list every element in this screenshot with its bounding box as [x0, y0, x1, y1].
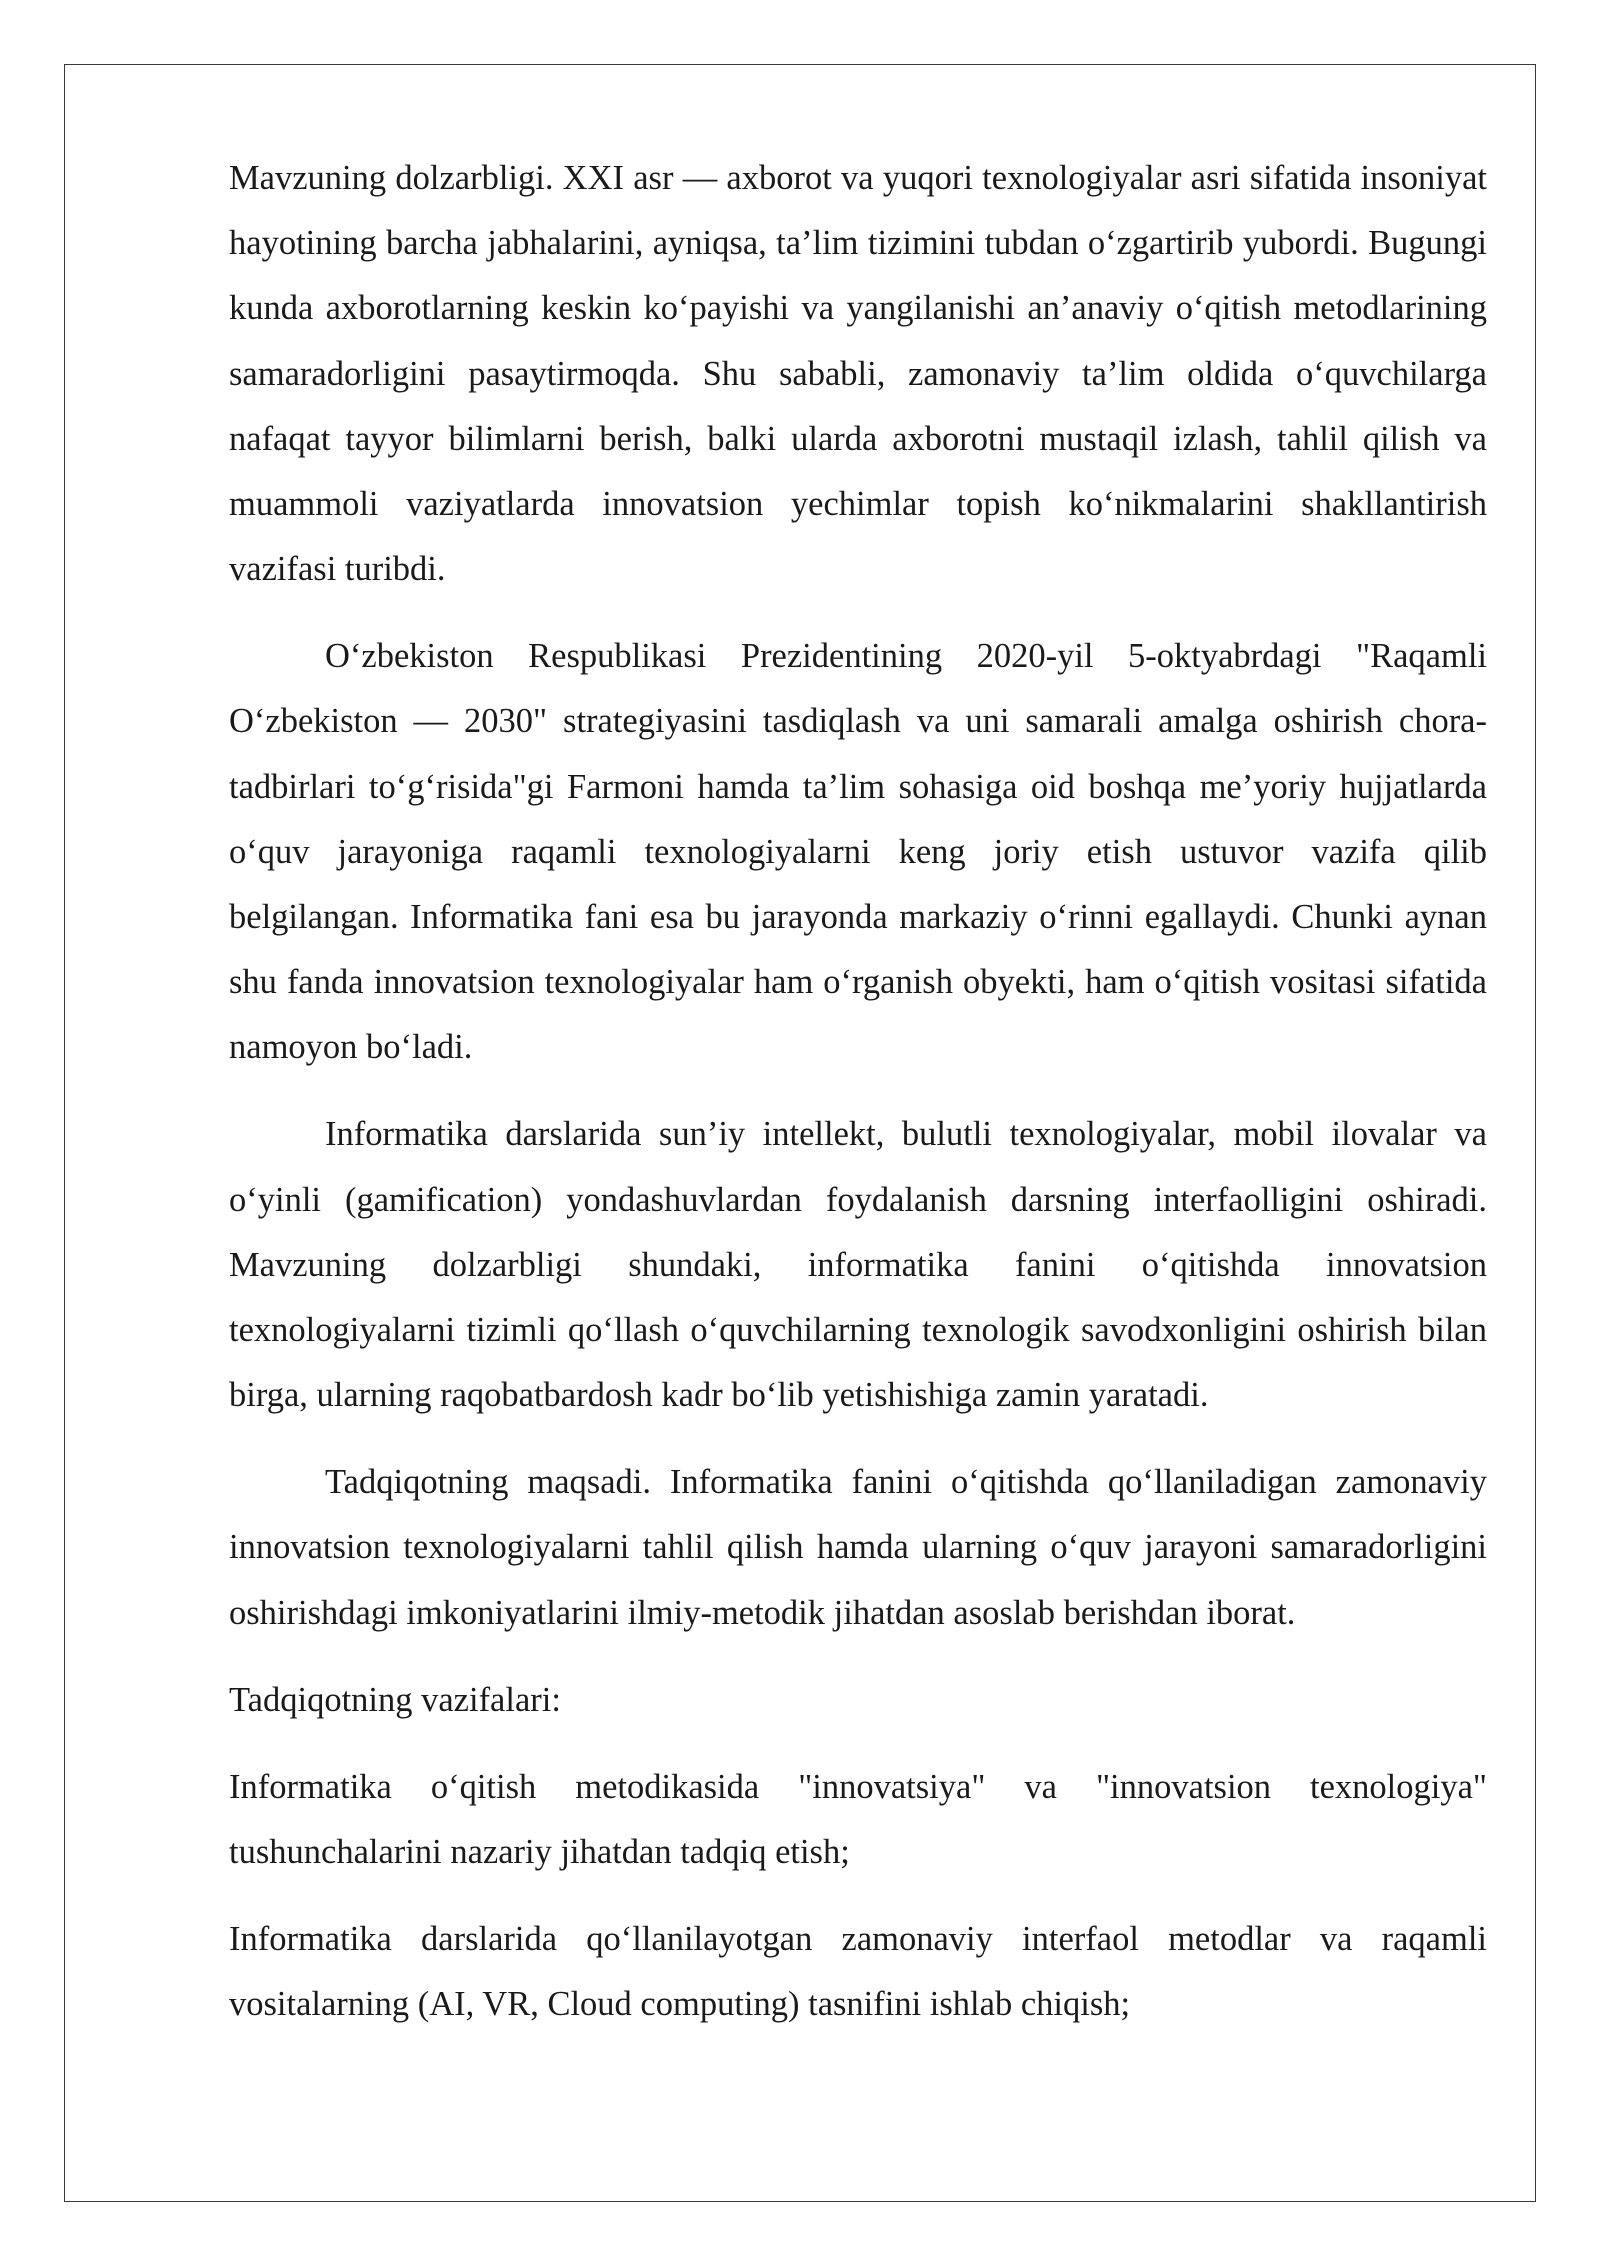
document-body: [229, 146, 1487, 2059]
paragraph-informatics-lessons: Informatika darslarida sun’iy intellekt, bulutli texnologiyalar, mobil ilovalar va o‘yinli (gamification) yondashuvlardan foydalanish darsning interfaolligini oshiradi. Mavzuning dolzarbligi shundaki, informatika fanini o‘qitishda innovatsion texnologiyalarni tizimli qo‘llash o‘quvchilarning texnologik savodxonligini oshirish bilan birga, ularning raqobatbardosh kadr bo‘lib yetishishiga zamin yaratadi.: [229, 1115, 1487, 1415]
paragraph-presidential-decree: O‘zbekiston Respublikasi Prezidentining 2020-yil 5-oktyabrdagi "Raqamli O‘zbekiston — 2030" strategiyasini tasdiqlash va uni samarali amalga oshirish chora-tadbirlari to‘g‘risida"gi Farmoni hamda ta’lim sohasiga oid boshqa me’yoriy hujjatlarda o‘quv jarayoniga raqamli texnologiyalarni keng joriy etish ustuvor vazifa qilib belgilangan. Informatika fani esa bu jarayonda markaziy o‘rinni egallaydi. Chunki aynan shu fanda innovatsion texnologiyalar ham o‘rganish obyekti, ham o‘qitish vositasi sifatida namoyon bo‘ladi.: [229, 637, 1487, 1067]
paragraph-task-1: Informatika o‘qitish metodikasida "innovatsiya" va "innovatsion texnologiya" tushunchalarini nazariy jihatdan tadqiq etish;: [229, 1767, 1487, 1871]
paragraph-relevance: Mavzuning dolzarbligi. XXI asr — axborot va yuqori texnologiyalar asri sifatida insoniyat hayotining barcha jabhalarini, ayniqsa, ta’lim tizimini tubdan o‘zgartirib yubordi. Bugungi kunda axborotlarning keskin ko‘payishi va yangilanishi an’anaviy o‘qitish metodlarining samaradorligini pasaytirmoqda. Shu sababli, zamonaviy ta’lim oldida o‘quvchilarga nafaqat tayyor bilimlarni berish, balki ularda axborotni mustaqil izlash, tahlil qilish va muammoli vaziyatlarda innovatsion yechimlar topish ko‘nikmalarini shakllantirish vazifasi turibdi.: [229, 159, 1487, 589]
paragraph-research-tasks-heading: Tadqiqotning vazifalari:: [229, 1680, 561, 1719]
paragraph-research-goal: Tadqiqotning maqsadi. Informatika fanini o‘qitishda qo‘llaniladigan zamonaviy innovatsion texnologiyalarni tahlil qilish hamda ularning o‘quv jarayoni samaradorligini oshirishdagi imkoniyatlarini ilmiy-metodik jihatdan asoslab berishdan iborat.: [229, 1463, 1487, 1632]
paragraph-task-2: Informatika darslarida qo‘llanilayotgan zamonaviy interfaol metodlar va raqamli vositalarning (AI, VR, Cloud computing) tasnifini ishlab chiqish;: [229, 1919, 1487, 2024]
